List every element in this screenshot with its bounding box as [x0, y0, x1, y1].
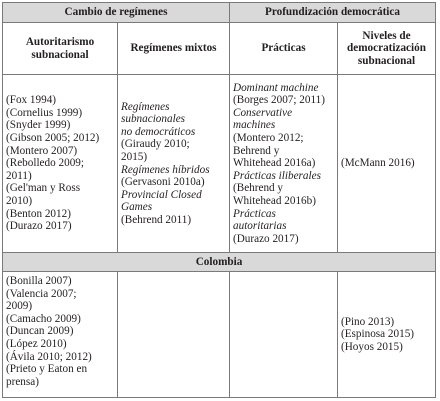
reference-line: (Pino 2013): [341, 315, 395, 328]
reference-line: (Bonilla 2007): [6, 275, 72, 287]
column-header-niveles: Niveles de democratización subnacional: [338, 23, 436, 75]
reference-line: Dominant machine: [233, 81, 319, 94]
cell-autoritarismo-refs: [3, 75, 118, 253]
reference-line: (Giraudy 2010;: [121, 138, 190, 151]
reference-line: (López 2010): [6, 337, 67, 350]
reference-line: (Behrend 2011): [121, 213, 192, 226]
reference-line: (Gibson 2005; 2012): [6, 132, 100, 145]
cell-regimenes-mixtos-refs: [118, 75, 230, 253]
reference-line: 2015): [121, 150, 148, 163]
reference-line: subnacionales: [121, 113, 186, 126]
reference-line: Whitehead 2016a): [233, 157, 316, 170]
reference-line: Conservative: [233, 106, 293, 119]
body-row-colombia: [3, 272, 436, 398]
reference-line: (Hoyos 2015): [341, 340, 403, 353]
reference-line: Prácticas: [233, 207, 276, 220]
reference-line: (Montero 2012;: [233, 132, 304, 145]
reference-line: (Gervasoni 2010a): [121, 176, 205, 189]
section-row-colombia: [3, 253, 436, 272]
reference-line: prensa): [6, 375, 39, 388]
reference-line: Prácticas iliberales: [233, 169, 321, 182]
reference-line: machines: [233, 119, 276, 132]
reference-line: (Gel'man y Ross: [6, 182, 81, 195]
reference-line: Provincial Closed: [121, 188, 202, 201]
reference-line: Regímenes híbridos: [121, 163, 210, 176]
reference-line: (Benton 2012): [6, 207, 71, 220]
reference-line: Whitehead 2016b): [233, 194, 316, 207]
reference-line: (Ávila 2010; 2012): [6, 350, 92, 363]
section-label-colombia: Colombia: [3, 253, 436, 272]
column-header-regimenes-mixtos: Regímenes mixtos: [118, 23, 230, 75]
reference-line: 2010): [6, 194, 33, 207]
reference-line: (Montero 2007): [6, 144, 78, 157]
reference-line: (Camacho 2009): [6, 312, 81, 325]
column-header-autoritarismo: Autoritarismo subnacional: [3, 23, 118, 75]
reference-line: (McMann 2016): [341, 157, 415, 170]
group-header-cambio-regimenes: Cambio de regímenes: [3, 3, 230, 23]
cell-colombia-regimenes-mixtos-empty: [118, 272, 230, 398]
reference-line: (Snyder 1999): [6, 119, 71, 132]
group-header-profundizacion-democratica: Profundización democrática: [230, 3, 436, 23]
reference-line: (Behrend y: [233, 182, 284, 195]
reference-line: Behrend y: [233, 144, 280, 157]
reference-line: (Espinosa 2015): [341, 328, 415, 341]
cell-practicas-refs: [230, 75, 338, 253]
cell-colombia-practicas-empty: [230, 272, 338, 398]
reference-line: 2009): [6, 300, 33, 313]
column-header-practicas: Prácticas: [230, 23, 338, 75]
reference-line: (Valencia 2007;: [6, 287, 77, 300]
group-header-row: [3, 3, 436, 23]
reference-line: Regímenes: [121, 100, 170, 113]
reference-line: (Duncan 2009): [6, 325, 74, 338]
reference-line: (Cornelius 1999): [6, 106, 83, 119]
literature-table: [2, 2, 436, 398]
reference-line: (Durazo 2017): [233, 232, 299, 245]
reference-line: (Prieto y Eaton en: [6, 363, 88, 376]
reference-line: (Rebolledo 2009;: [6, 157, 84, 170]
reference-line: Games: [121, 201, 153, 214]
column-header-row: [3, 23, 436, 75]
body-row-general: [3, 75, 436, 253]
reference-line: (Durazo 2017): [6, 220, 72, 233]
cell-colombia-niveles-refs: [338, 272, 436, 398]
reference-line: 2011): [6, 169, 32, 182]
reference-line: no democráticos: [121, 125, 196, 138]
reference-line: (Borges 2007; 2011): [233, 94, 325, 107]
cell-niveles-refs: [338, 75, 436, 253]
reference-line: (Fox 1994): [6, 94, 57, 107]
cell-colombia-autoritarismo-refs: [3, 272, 118, 398]
reference-line: autoritarias: [233, 220, 287, 233]
